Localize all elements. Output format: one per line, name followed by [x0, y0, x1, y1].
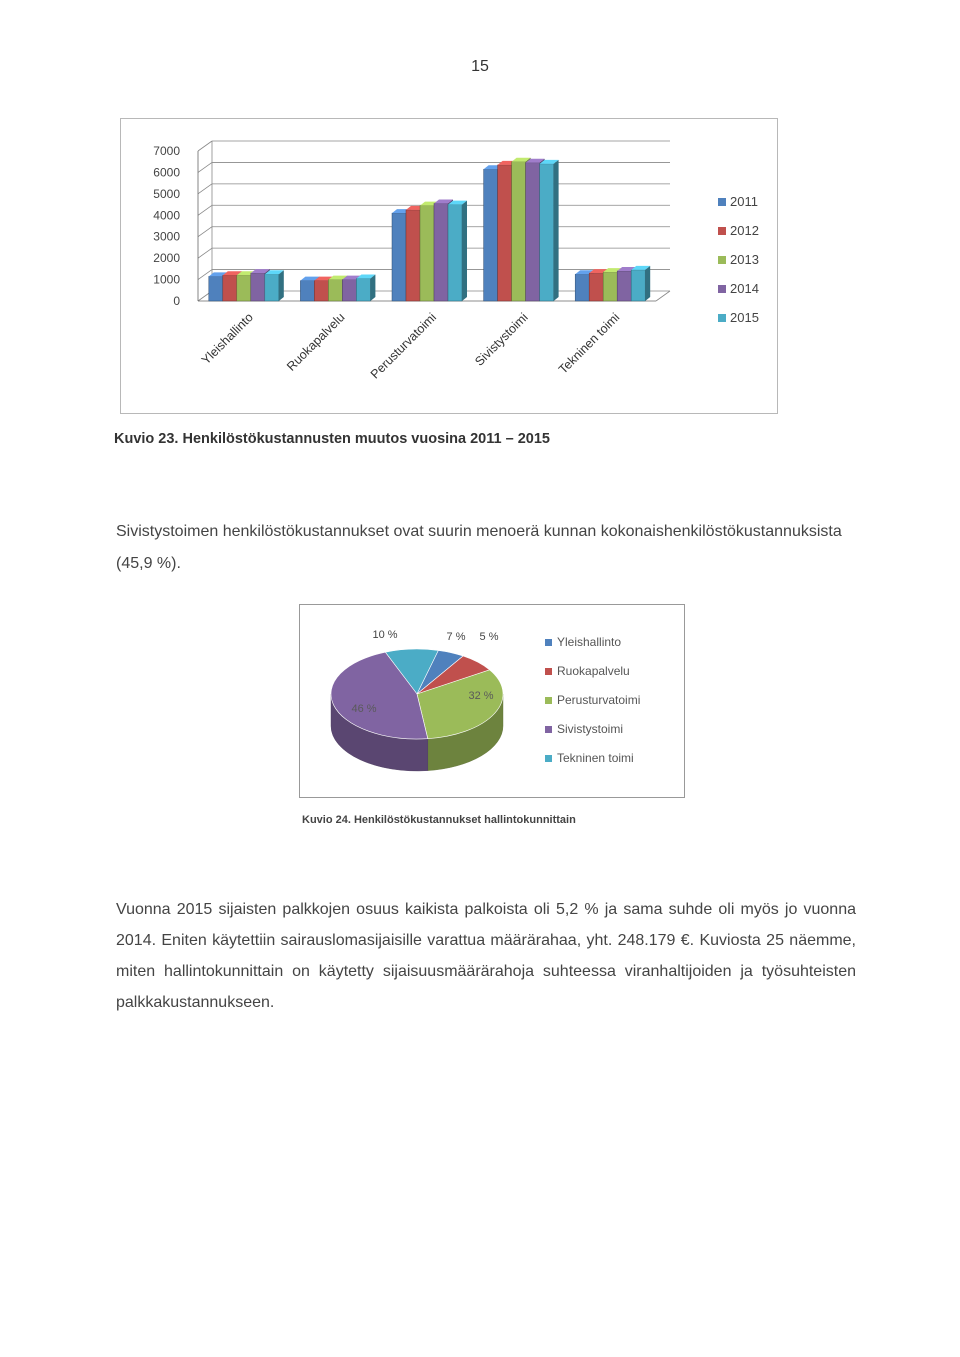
legend-swatch	[718, 227, 726, 235]
pie-chart	[299, 604, 685, 798]
legend-label: 2012	[730, 223, 759, 238]
legend-swatch	[545, 755, 552, 762]
bars	[209, 158, 650, 301]
legend-swatch	[718, 314, 726, 322]
legend-label: Perusturvatoimi	[557, 693, 641, 707]
bar-ruokapalvelu-2015	[356, 275, 375, 302]
gridline-diag	[198, 162, 212, 172]
legend-label: Yleishallinto	[557, 635, 622, 649]
legend-swatch	[545, 639, 552, 646]
figure-24-caption: Kuvio 24. Henkilöstökustannukset hallintokunnittain	[302, 814, 576, 826]
pie-value-label: 5 %	[479, 631, 499, 643]
pie-value-label: 10 %	[372, 629, 398, 641]
pie-value-label: 46 %	[351, 703, 377, 715]
pie-legend	[545, 635, 640, 765]
legend-swatch	[545, 668, 552, 675]
y-tick-label: 4000	[153, 208, 180, 223]
floor-edge	[656, 291, 670, 301]
y-tick-label: 7000	[153, 144, 180, 158]
pie-value-label: 32 %	[468, 690, 494, 702]
legend-swatch	[718, 256, 726, 264]
legend-swatch	[545, 697, 552, 704]
paragraph-1: Sivistystoimen henkilöstökustannukset ovat suurin menoerä kunnan kokonaishenkilöstökustannuksista (45,9 %).	[116, 523, 842, 572]
pie-value-label: 7 %	[446, 631, 466, 643]
gridline-diag	[198, 248, 212, 258]
bar-perusturvatoimi-2015	[448, 201, 467, 301]
legend-swatch	[718, 285, 726, 293]
legend-label: 2013	[730, 252, 759, 267]
figure-23-caption: Kuvio 23. Henkilöstökustannusten muutos vuosina 2011 – 2015	[114, 431, 550, 447]
legend-label: Sivistystoimi	[557, 722, 624, 736]
gridline-diag	[198, 184, 212, 194]
bar-sivistystoimi-2015	[540, 160, 559, 301]
legend-label: 2015	[730, 310, 759, 325]
y-tick-label: 0	[173, 294, 180, 308]
y-tick-label: 6000	[153, 165, 180, 180]
y-tick-label: 1000	[153, 272, 180, 287]
gridline-diag	[198, 205, 212, 215]
bar-tekninen-toimi-2015	[631, 266, 650, 301]
legend-label: Tekninen toimi	[557, 751, 634, 765]
legend-swatch	[545, 726, 552, 733]
y-tick-label: 2000	[153, 251, 180, 266]
gridline-diag	[198, 141, 212, 151]
y-tick-label: 5000	[153, 186, 180, 201]
legend-label: 2011	[730, 194, 758, 209]
x-category-label: Tekninen toimi	[555, 310, 623, 377]
paragraph-2: Vuonna 2015 sijaisten palkkojen osuus kaikista palkoista oli 5,2 % ja sama suhde oli myös jo vuonna 2014. Eniten käytettiin sairauslomasijaisille varattua määrärahaa, yht. 248.179 €. Kuviosta 25 näemme, miten hallintokunnittain on käytetty sijaisuusmäärärahoja suhteessa viranhaltijoiden ja työsuhteisten palkkakustannukseen.	[116, 901, 856, 1011]
x-category-label: Ruokapalvelu	[284, 310, 348, 374]
gridline-diag	[198, 227, 212, 237]
bar-yleishallinto-2015	[265, 270, 284, 301]
y-tick-label: 3000	[153, 229, 180, 244]
legend	[718, 194, 759, 325]
legend-label: Ruokapalvelu	[557, 664, 630, 678]
legend-swatch	[718, 198, 726, 206]
x-category-label: Sivistystoimi	[472, 310, 531, 369]
x-category-label: Yleishallinto	[198, 310, 256, 368]
bar-chart	[120, 118, 778, 414]
x-category-label: Perusturvatoimi	[367, 310, 440, 382]
page-number: 15	[471, 58, 489, 75]
legend-label: 2014	[730, 281, 759, 296]
